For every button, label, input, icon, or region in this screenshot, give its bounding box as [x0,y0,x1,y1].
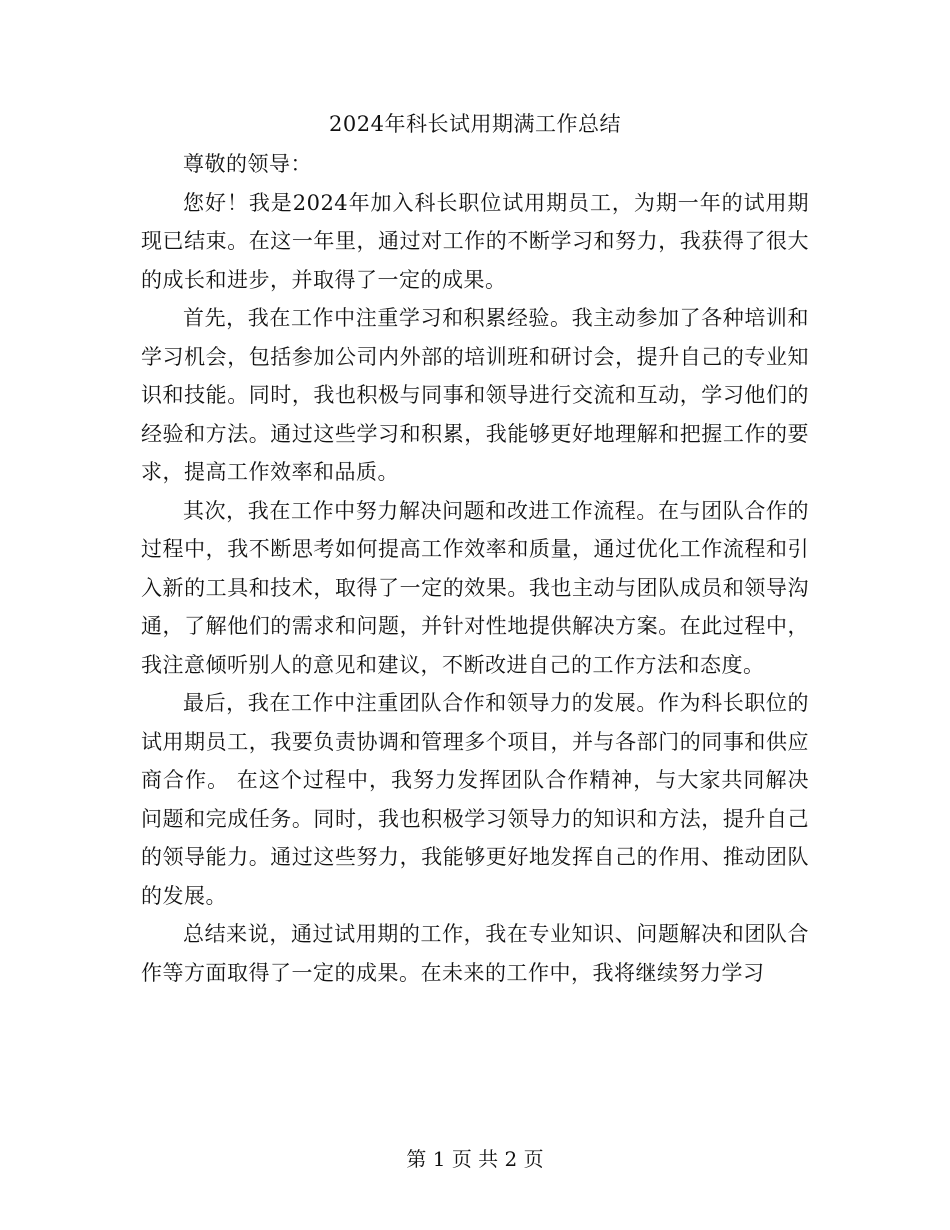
paragraph-problem-solving: 其次，我在工作中努力解决问题和改进工作流程。在与团队合作的过程中，我不断思考如何提高工作效率和质量，通过优化工作流程和引入新的工具和技术，取得了一定的效果。我也主动与团队成员和领导沟通，了解他们的需求和问题，并针对性地提供解决方案。在此过程中，我注意倾听别人的意见和建议，不断改进自己的工作方法和态度。 [141,498,809,677]
paragraph-summary: 总结来说，通过试用期的工作，我在专业知识、问题解决和团队合作等方面取得了一定的成果。在未来的工作中，我将继续努力学习 [141,922,809,985]
paragraph-learning: 首先，我在工作中注重学习和积累经验。我主动参加了各种培训和学习机会，包括参加公司内外部的培训班和研讨会，提升自己的专业知识和技能。同时，我也积极与同事和领导进行交流和互动，学习他们的经验和方法。通过这些学习和积累，我能够更好地理解和把握工作的要求，提高工作效率和品质。 [141,306,809,484]
document-title: 2024年科长试用期满工作总结 [329,112,621,136]
document-body [141,145,809,992]
page-footer [0,1144,950,1174]
paragraph-intro: 您好！我是2024年加入科长职位试用期员工，为期一年的试用期现已结束。在这一年里，通过对工作的不断学习和努力，我获得了很大的成长和进步，并取得了一定的成果。 [141,190,809,292]
salutation: 尊敬的领导： [183,152,312,176]
page-number-label: 第 1 页 共 2 页 [406,1147,544,1171]
paragraph-teamwork: 最后，我在工作中注重团队合作和领导力的发展。作为科长职位的试用期员工，我要负责协调和管理多个项目，并与各部门的同事和供应商合作。 在这个过程中，我努力发挥团队合作精神，与大家共同解决问题和完成任务。同时，我也积极学习领导力的知识和方法，提升自己的领导能力。通过这些努力，我能够更好地发挥自己的作用、推动团队的发展。 [141,691,809,908]
